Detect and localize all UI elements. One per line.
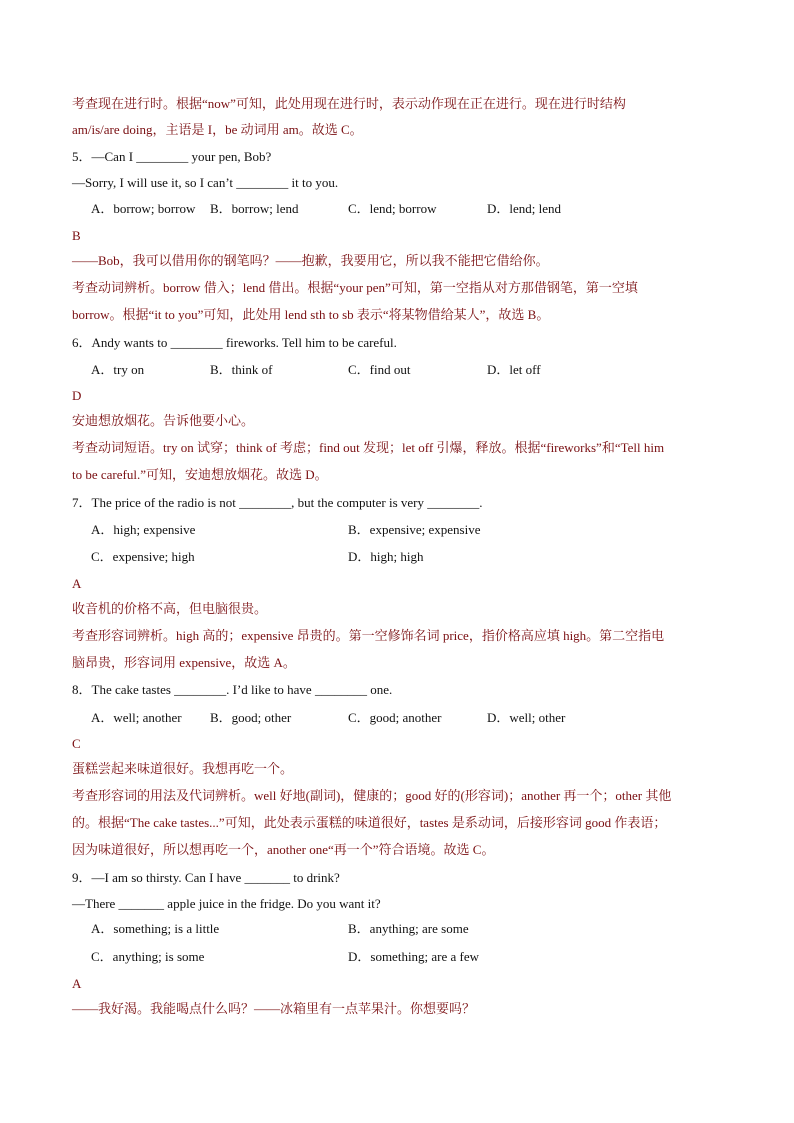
q8-analysis-1: 考查形容词的用法及代词辨析。well 好地(副词)，健康的；good 好的(形容词)；another 再一个；other 其他 xyxy=(72,788,672,803)
q7-translation: 收音机的价格不高，但电脑很贵。 xyxy=(72,601,268,616)
q5-answer: B xyxy=(72,228,81,243)
q9-answer: A xyxy=(72,976,82,991)
q5-stem-2: —Sorry, I will use it, so I can’t ________ it to you. xyxy=(72,175,339,190)
q9-stem-1: 9．—I am so thirsty. Can I have _______ to drink? xyxy=(72,870,340,885)
q6-analysis-1: 考查动词短语。try on 试穿；think of 考虑；find out 发现；let off 引爆，释放。根据“fireworks”和“Tell him xyxy=(72,440,665,455)
q7-option-d: D．high; high xyxy=(348,549,424,564)
q6-option-b: B．think of xyxy=(210,362,273,377)
q6-option-c: C．find out xyxy=(348,362,411,377)
q9-stem-2: —There _______ apple juice in the fridge. Do you want it? xyxy=(72,896,381,911)
intro-line-2: am/is/are doing，主语是 I，be 动词用 am。故选 C。 xyxy=(72,122,363,137)
q5-option-d: D．lend; lend xyxy=(487,201,562,216)
q8-analysis-2: 的。根据“The cake tastes...”可知，此处表示蛋糕的味道很好，tastes 是系动词，后接形容词 good 作表语； xyxy=(72,815,667,830)
q9-translation: ——我好渴。我能喝点什么吗？——冰箱里有一点苹果汁。你想要吗？ xyxy=(72,1001,476,1016)
q7-option-c: C．expensive; high xyxy=(91,549,195,564)
q5-analysis-2: borrow。根据“it to you”可知，此处用 lend sth to sb 表示“将某物借给某人”，故选 B。 xyxy=(72,307,550,322)
q7-analysis-1: 考查形容词辨析。high 高的；expensive 昂贵的。第一空修饰名词 price，指价格高应填 high。第二空指电 xyxy=(72,628,665,643)
q5-stem-1: 5．—Can I ________ your pen, Bob? xyxy=(72,149,272,164)
q9-option-a: A．something; is a little xyxy=(91,921,220,936)
q7-answer: A xyxy=(72,576,82,591)
q7-stem: 7．The price of the radio is not ________, but the computer is very ________. xyxy=(72,495,483,510)
q5-translation: ——Bob，我可以借用你的钢笔吗？——抱歉，我要用它，所以我不能把它借给你。 xyxy=(72,253,549,268)
q8-translation: 蛋糕尝起来味道很好。我想再吃一个。 xyxy=(72,761,294,776)
q5-option-b: B．borrow; lend xyxy=(210,201,299,216)
q9-option-c: C．anything; is some xyxy=(91,949,205,964)
q9-option-b: B．anything; are some xyxy=(348,921,469,936)
q5-option-c: C．lend; borrow xyxy=(348,201,437,216)
q8-option-d: D．well; other xyxy=(487,710,566,725)
q9-option-d: D．something; are a few xyxy=(348,949,480,964)
q7-option-b: B．expensive; expensive xyxy=(348,522,481,537)
q6-option-d: D．let off xyxy=(487,362,541,377)
q6-answer: D xyxy=(72,388,82,403)
q8-option-a: A．well; another xyxy=(91,710,182,725)
q6-stem: 6．Andy wants to ________ fireworks. Tell him to be careful. xyxy=(72,335,397,350)
q5-analysis-1: 考查动词辨析。borrow 借入；lend 借出。根据“your pen”可知，第一空指从对方那借钢笔，第一空填 xyxy=(72,280,638,295)
q7-analysis-2: 脑昂贵，形容词用 expensive，故选 A。 xyxy=(72,655,296,670)
q8-answer: C xyxy=(72,736,81,751)
intro-line-1: 考查现在进行时。根据“now”可知，此处用现在进行时，表示动作现在正在进行。现在进行时结构 xyxy=(72,96,626,111)
q8-stem: 8．The cake tastes ________. I’d like to have ________ one. xyxy=(72,682,393,697)
q7-option-a: A．high; expensive xyxy=(91,522,196,537)
q6-translation: 安迪想放烟花。告诉他要小心。 xyxy=(72,413,255,428)
q8-option-b: B．good; other xyxy=(210,710,292,725)
q6-analysis-2: to be careful.”可知，安迪想放烟花。故选 D。 xyxy=(72,467,328,482)
q8-option-c: C．good; another xyxy=(348,710,442,725)
q8-analysis-3: 因为味道很好，所以想再吃一个，another one“再一个”符合语境。故选 C。 xyxy=(72,842,495,857)
q6-option-a: A．try on xyxy=(91,362,145,377)
q5-option-a: A．borrow; borrow xyxy=(91,201,196,216)
